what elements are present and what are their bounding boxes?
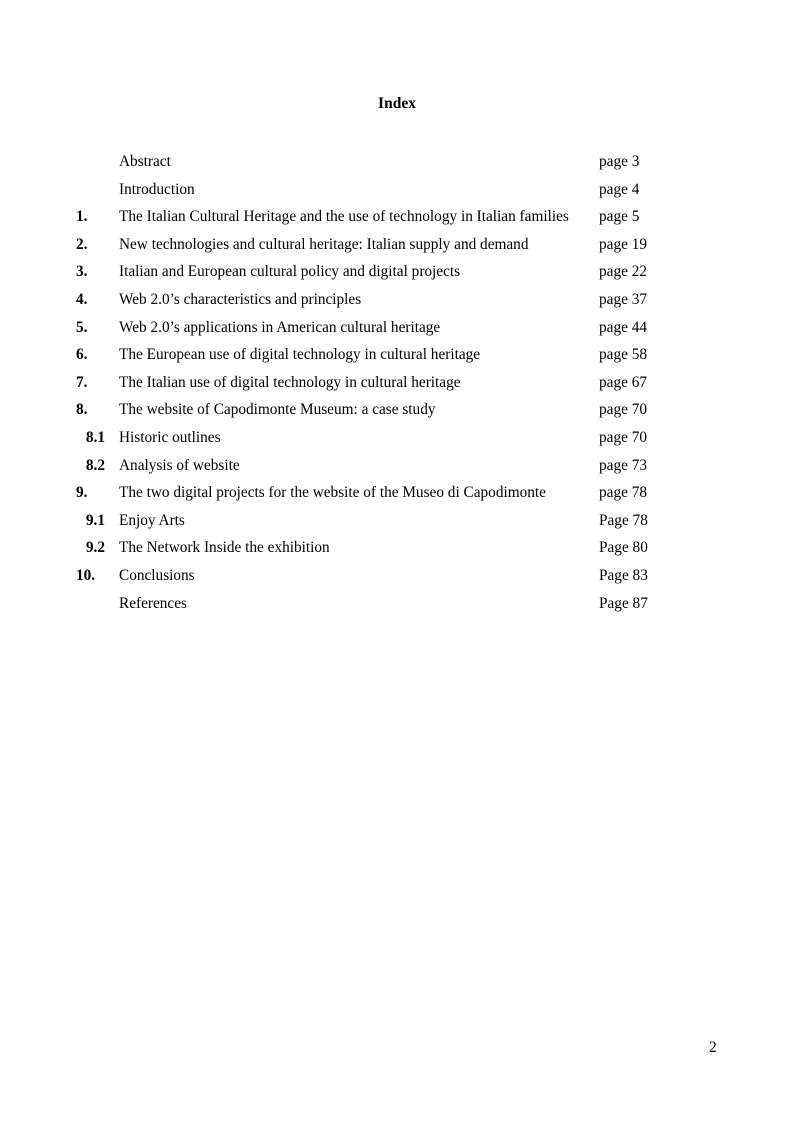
toc-entry-chapter-5[interactable]: [0, 314, 794, 342]
toc-entry-title: The European use of digital technology in cultural heritage: [119, 346, 481, 364]
toc-entry-title: The website of Capodimonte Museum: a case study: [119, 401, 436, 419]
toc-entry-page: page 58: [599, 346, 647, 364]
toc-entry-title: The Network Inside the exhibition: [119, 539, 330, 557]
toc-entry-number: 2.: [76, 235, 88, 253]
toc-entry-chapter-9[interactable]: [0, 479, 794, 507]
toc-entry-page: page 70: [599, 401, 647, 419]
toc-entry-chapter-2[interactable]: [0, 231, 794, 259]
toc-entry-number: 8.2: [85, 456, 105, 474]
toc-entry-chapter-3[interactable]: [0, 258, 794, 286]
toc-entry-number: 4.: [76, 290, 88, 308]
toc-entry-number: 1.: [76, 208, 88, 226]
table-of-contents: [0, 148, 794, 617]
toc-entry-page: page 22: [599, 263, 647, 281]
toc-entry-page: page 19: [599, 235, 647, 253]
toc-entry-page: page 37: [599, 290, 647, 308]
toc-entry-number: 8.: [76, 401, 88, 419]
toc-entry-title: Historic outlines: [119, 428, 221, 446]
toc-entry-page: Page 78: [599, 511, 648, 529]
toc-entry-page: page 67: [599, 373, 647, 391]
toc-entry-chapter-6[interactable]: [0, 341, 794, 369]
toc-entry-title: Abstract: [119, 153, 171, 170]
page-title: Index: [378, 95, 416, 112]
toc-entry-chapter-10[interactable]: [0, 562, 794, 590]
toc-entry-introduction[interactable]: [0, 176, 794, 204]
toc-entry-title: Analysis of website: [119, 456, 240, 474]
toc-entry-section-8-1[interactable]: [0, 424, 794, 452]
toc-entry-page: Page 83: [599, 566, 648, 584]
toc-entry-title: Web 2.0’s applications in American cultural heritage: [119, 318, 441, 336]
toc-entry-title: Italian and European cultural policy and digital projects: [119, 263, 461, 281]
toc-entry-title: The two digital projects for the website of the Museo di Capodimonte: [119, 484, 546, 502]
toc-entry-title: References: [119, 594, 187, 612]
toc-entry-title: Enjoy Arts: [119, 511, 185, 529]
toc-entry-title: New technologies and cultural heritage: Italian supply and demand: [119, 235, 529, 253]
toc-entry-number: 9.1: [85, 511, 105, 529]
toc-entry-chapter-1[interactable]: [0, 203, 794, 231]
toc-entry-chapter-4[interactable]: [0, 286, 794, 314]
toc-entry-page: page 78: [599, 484, 647, 502]
toc-entry-number: 7.: [76, 373, 88, 391]
toc-entry-number: 8.1: [85, 428, 105, 446]
toc-entry-title: Introduction: [119, 180, 195, 198]
toc-entry-references[interactable]: [0, 590, 794, 618]
toc-entry-page: page 70: [599, 428, 647, 446]
page-number: 2: [709, 1039, 717, 1056]
toc-entry-chapter-8[interactable]: [0, 396, 794, 424]
toc-entry-page: Page 87: [599, 594, 648, 612]
toc-entry-section-8-2[interactable]: [0, 452, 794, 480]
toc-entry-page: page 3: [599, 153, 640, 170]
toc-entry-title: The Italian Cultural Heritage and the use of technology in Italian families: [119, 208, 569, 226]
toc-entry-page: page 73: [599, 456, 647, 474]
toc-entry-section-9-2[interactable]: [0, 534, 794, 562]
toc-entry-number: 5.: [76, 318, 88, 336]
toc-entry-section-9-1[interactable]: [0, 507, 794, 535]
toc-entry-title: Conclusions: [119, 566, 195, 584]
toc-entry-page: Page 80: [599, 539, 648, 557]
toc-entry-page: page 44: [599, 318, 647, 336]
toc-entry-number: 9.2: [85, 539, 105, 557]
toc-entry-number: 6.: [76, 346, 88, 364]
toc-entry-title: Web 2.0’s characteristics and principles: [119, 290, 362, 308]
toc-entry-number: 3.: [76, 263, 88, 281]
toc-entry-chapter-7[interactable]: [0, 369, 794, 397]
toc-entry-page: page 5: [599, 208, 640, 226]
toc-entry-number: 10.: [76, 566, 96, 584]
toc-entry-abstract[interactable]: [0, 148, 794, 176]
toc-entry-page: page 4: [599, 180, 640, 198]
toc-entry-title: The Italian use of digital technology in cultural heritage: [119, 373, 461, 391]
toc-entry-number: 9.: [76, 484, 88, 502]
